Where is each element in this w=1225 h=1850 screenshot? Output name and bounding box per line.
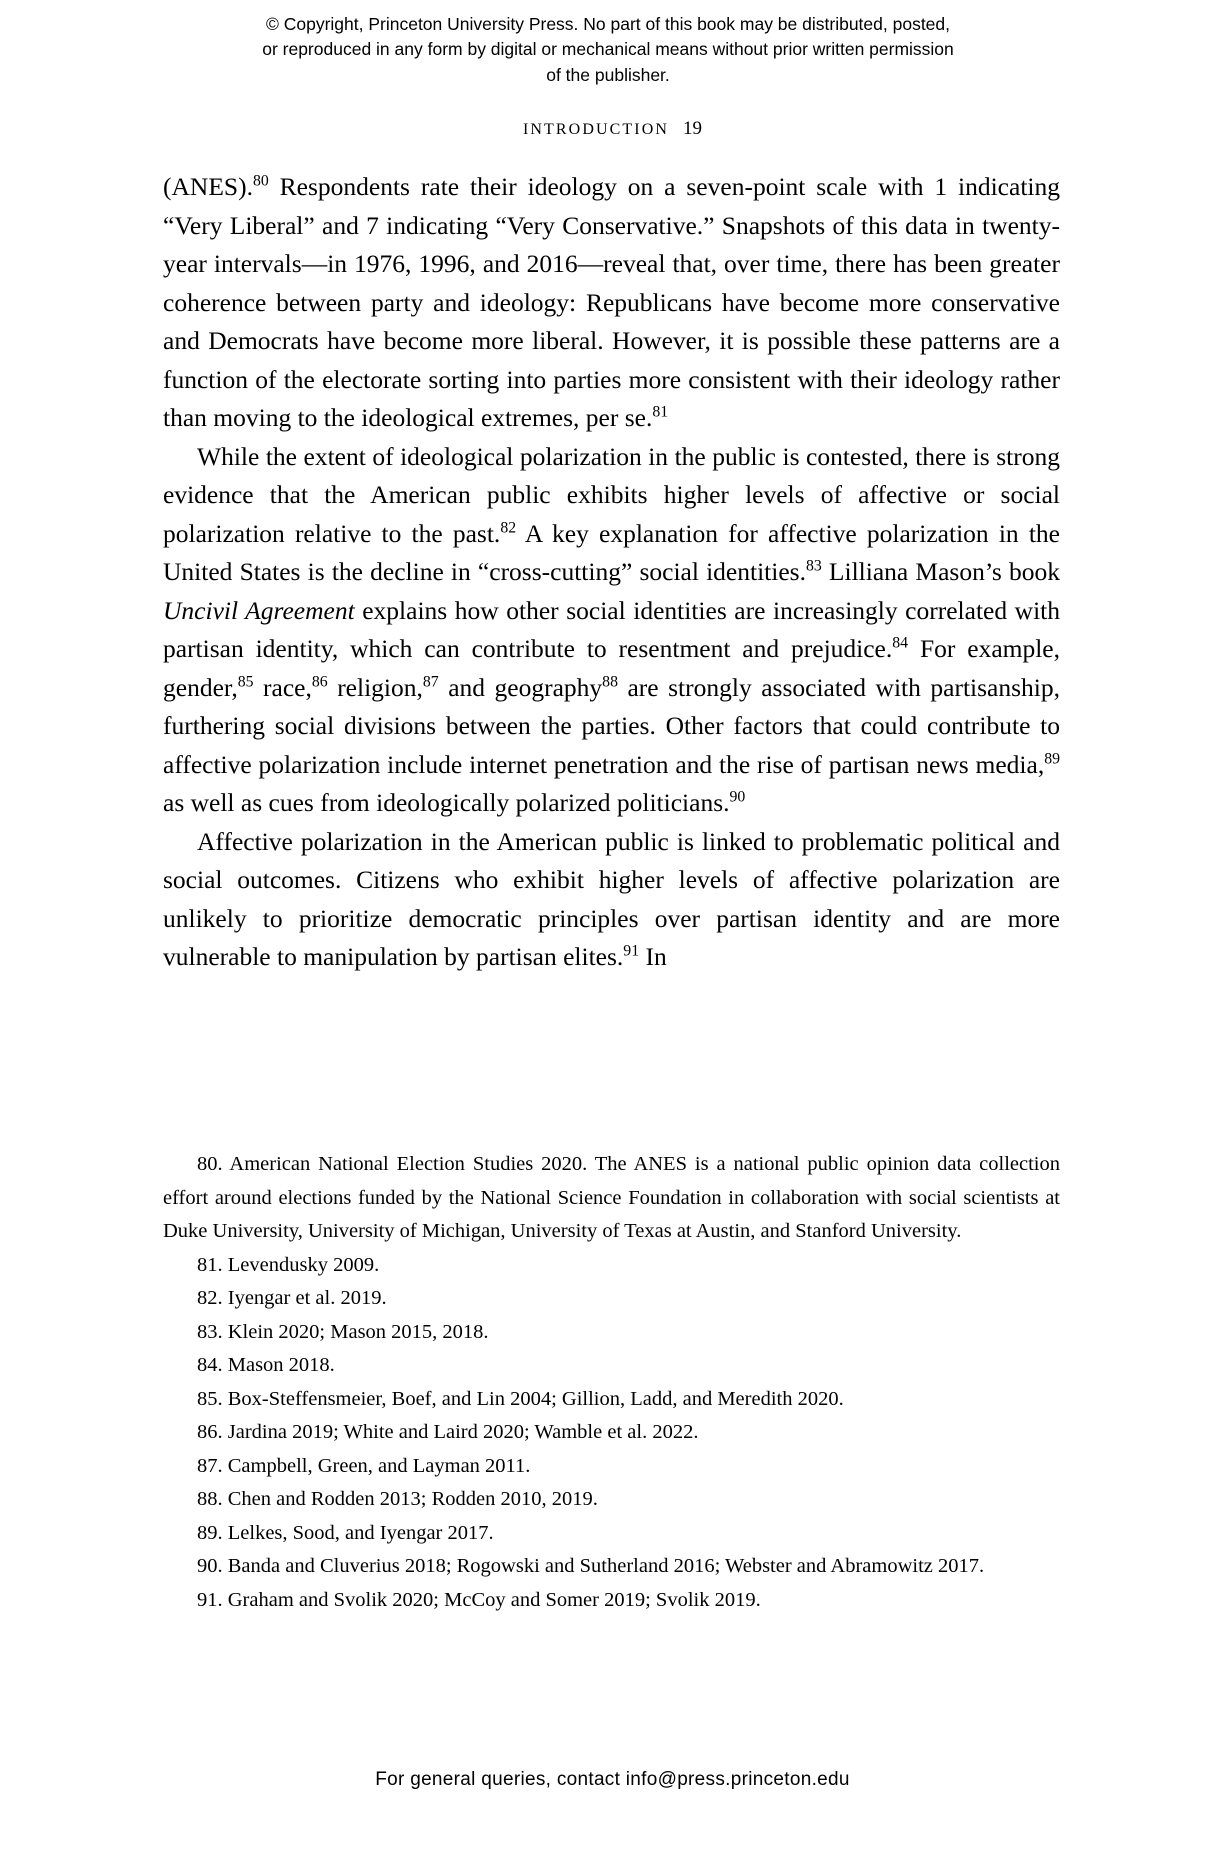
footnote-item: 91. Graham and Svolik 2020; McCoy and Somer 2019; Svolik 2019. [197,1588,761,1611]
copyright-notice: © Copyright, Princeton University Press. No part of this book may be distributed, posted, or reproduced in any form by digital or mechanical means without prior written permission of the publisher. [262,14,954,85]
footnote-item: 87. Campbell, Green, and Layman 2011. [197,1454,531,1477]
footnote-item: 83. Klein 2020; Mason 2015, 2018. [197,1320,489,1343]
footnotes-section [163,1148,1060,1617]
p2-text-e: For example, gender, [163,634,1060,702]
footnote-ref-84: 84 [892,634,909,652]
paragraph-1 [163,168,1060,438]
p2-text-f: race, [253,672,312,702]
footnote-item: 89. Lelkes, Sood, and Iyengar 2017. [197,1521,494,1544]
book-title-uncivil-agreement: Uncivil Agreement [163,595,355,625]
footnote-ref-89: 89 [1044,750,1060,767]
footnote-ref-82: 82 [500,519,517,536]
footnote-item: 81. Levendusky 2009. [197,1253,380,1276]
p1-text-a: (ANES). [163,172,253,201]
footnote-ref-86: 86 [311,673,328,690]
footnote-ref-83: 83 [805,557,822,575]
paragraph-2 [163,438,1060,823]
page-number: 19 [683,118,703,139]
p2-text-i: are strongly associated with partisanship, furthering social divisions between the parties. Other factors that could contribute to affective polarization include internet penetration and the rise of partisan news media, [163,672,1060,779]
p2-text-b: A key explanation for affective polarization in the United States is the decline in “cross-cutting” social identities. [163,518,1060,586]
footnote-item: 90. Banda and Cluverius 2018; Rogowski and Sutherland 2016; Webster and Abramowitz 2017. [197,1555,985,1577]
footnote-ref-80: 80 [252,172,269,190]
footnote-ref-85: 85 [237,673,254,690]
footnote-item: 80. American National Election Studies 2020. The ANES is a national public opinion data collection effort around elections funded by the National Science Foundation in collaboration with social scientists at Duke University, University of Michigan, University of Texas at Austin, and Stanford University. [163,1153,1060,1242]
p3-text-a: Affective polarization in the American public is linked to problematic political and social outcomes. Citizens who exhibit higher levels of affective polarization are unlikely to prioritize democratic principles over partisan identity and are more vulnerable to manipulation by partisan elites. [163,826,1060,971]
running-head-label: INTRODUCTION [522,121,670,138]
p2-text-g: religion, [327,672,423,702]
p2-text-a: While the extent of ideological polarization in the public is contested, there is strong evidence that the American public exhibits higher levels of affective or social polarization relative to the past. [163,441,1060,548]
footnote-item: 84. Mason 2018. [197,1354,335,1376]
p2-text-d: explains how other social identities are increasingly correlated with partisan identity, which can contribute to resentment and prejudice. [163,595,1060,663]
p1-text-b: Respondents rate their ideology on a seven-point scale with 1 indicating “Very Liberal” and 7 indicating “Very Conservative.” Snapshots of this data in twenty-year intervals—in 1976, 1996, and 2016—reveal that, over time, there has been greater coherence between party and ideology: Republicans have become more conservative and Democrats have become more liberal. However, it is possible these patterns are a function of the electorate sorting into parties more consistent with their ideology rather than moving to the ideological extremes, per se. [163,172,1060,432]
paragraph-3 [163,823,1060,977]
footnote-item: 85. Box-Steffensmeier, Boef, and Lin 2004; Gillion, Ladd, and Meredith 2020. [197,1387,844,1410]
footnote-ref-90: 90 [729,788,746,806]
footnote-item: 86. Jardina 2019; White and Laird 2020; Wamble et al. 2022. [197,1421,699,1443]
body-text [163,168,1060,977]
p2-text-h: and geography [438,672,603,702]
footnote-ref-91: 91 [623,942,640,960]
p2-text-j: as well as cues from ideologically polarized politicians. [163,788,730,817]
footnote-ref-81: 81 [652,403,669,421]
p2-text-c: Lilliana Mason’s book [821,557,1060,586]
footnote-ref-87: 87 [422,673,439,690]
footnote-ref-88: 88 [602,673,618,690]
p3-text-b: In [639,942,667,971]
footnote-item: 88. Chen and Rodden 2013; Rodden 2010, 2019. [197,1488,598,1510]
running-head [0,118,1225,140]
footnote-item: 82. Iyengar et al. 2019. [197,1287,387,1309]
page-footer: For general queries, contact info@press.princeton.edu [375,1769,850,1790]
